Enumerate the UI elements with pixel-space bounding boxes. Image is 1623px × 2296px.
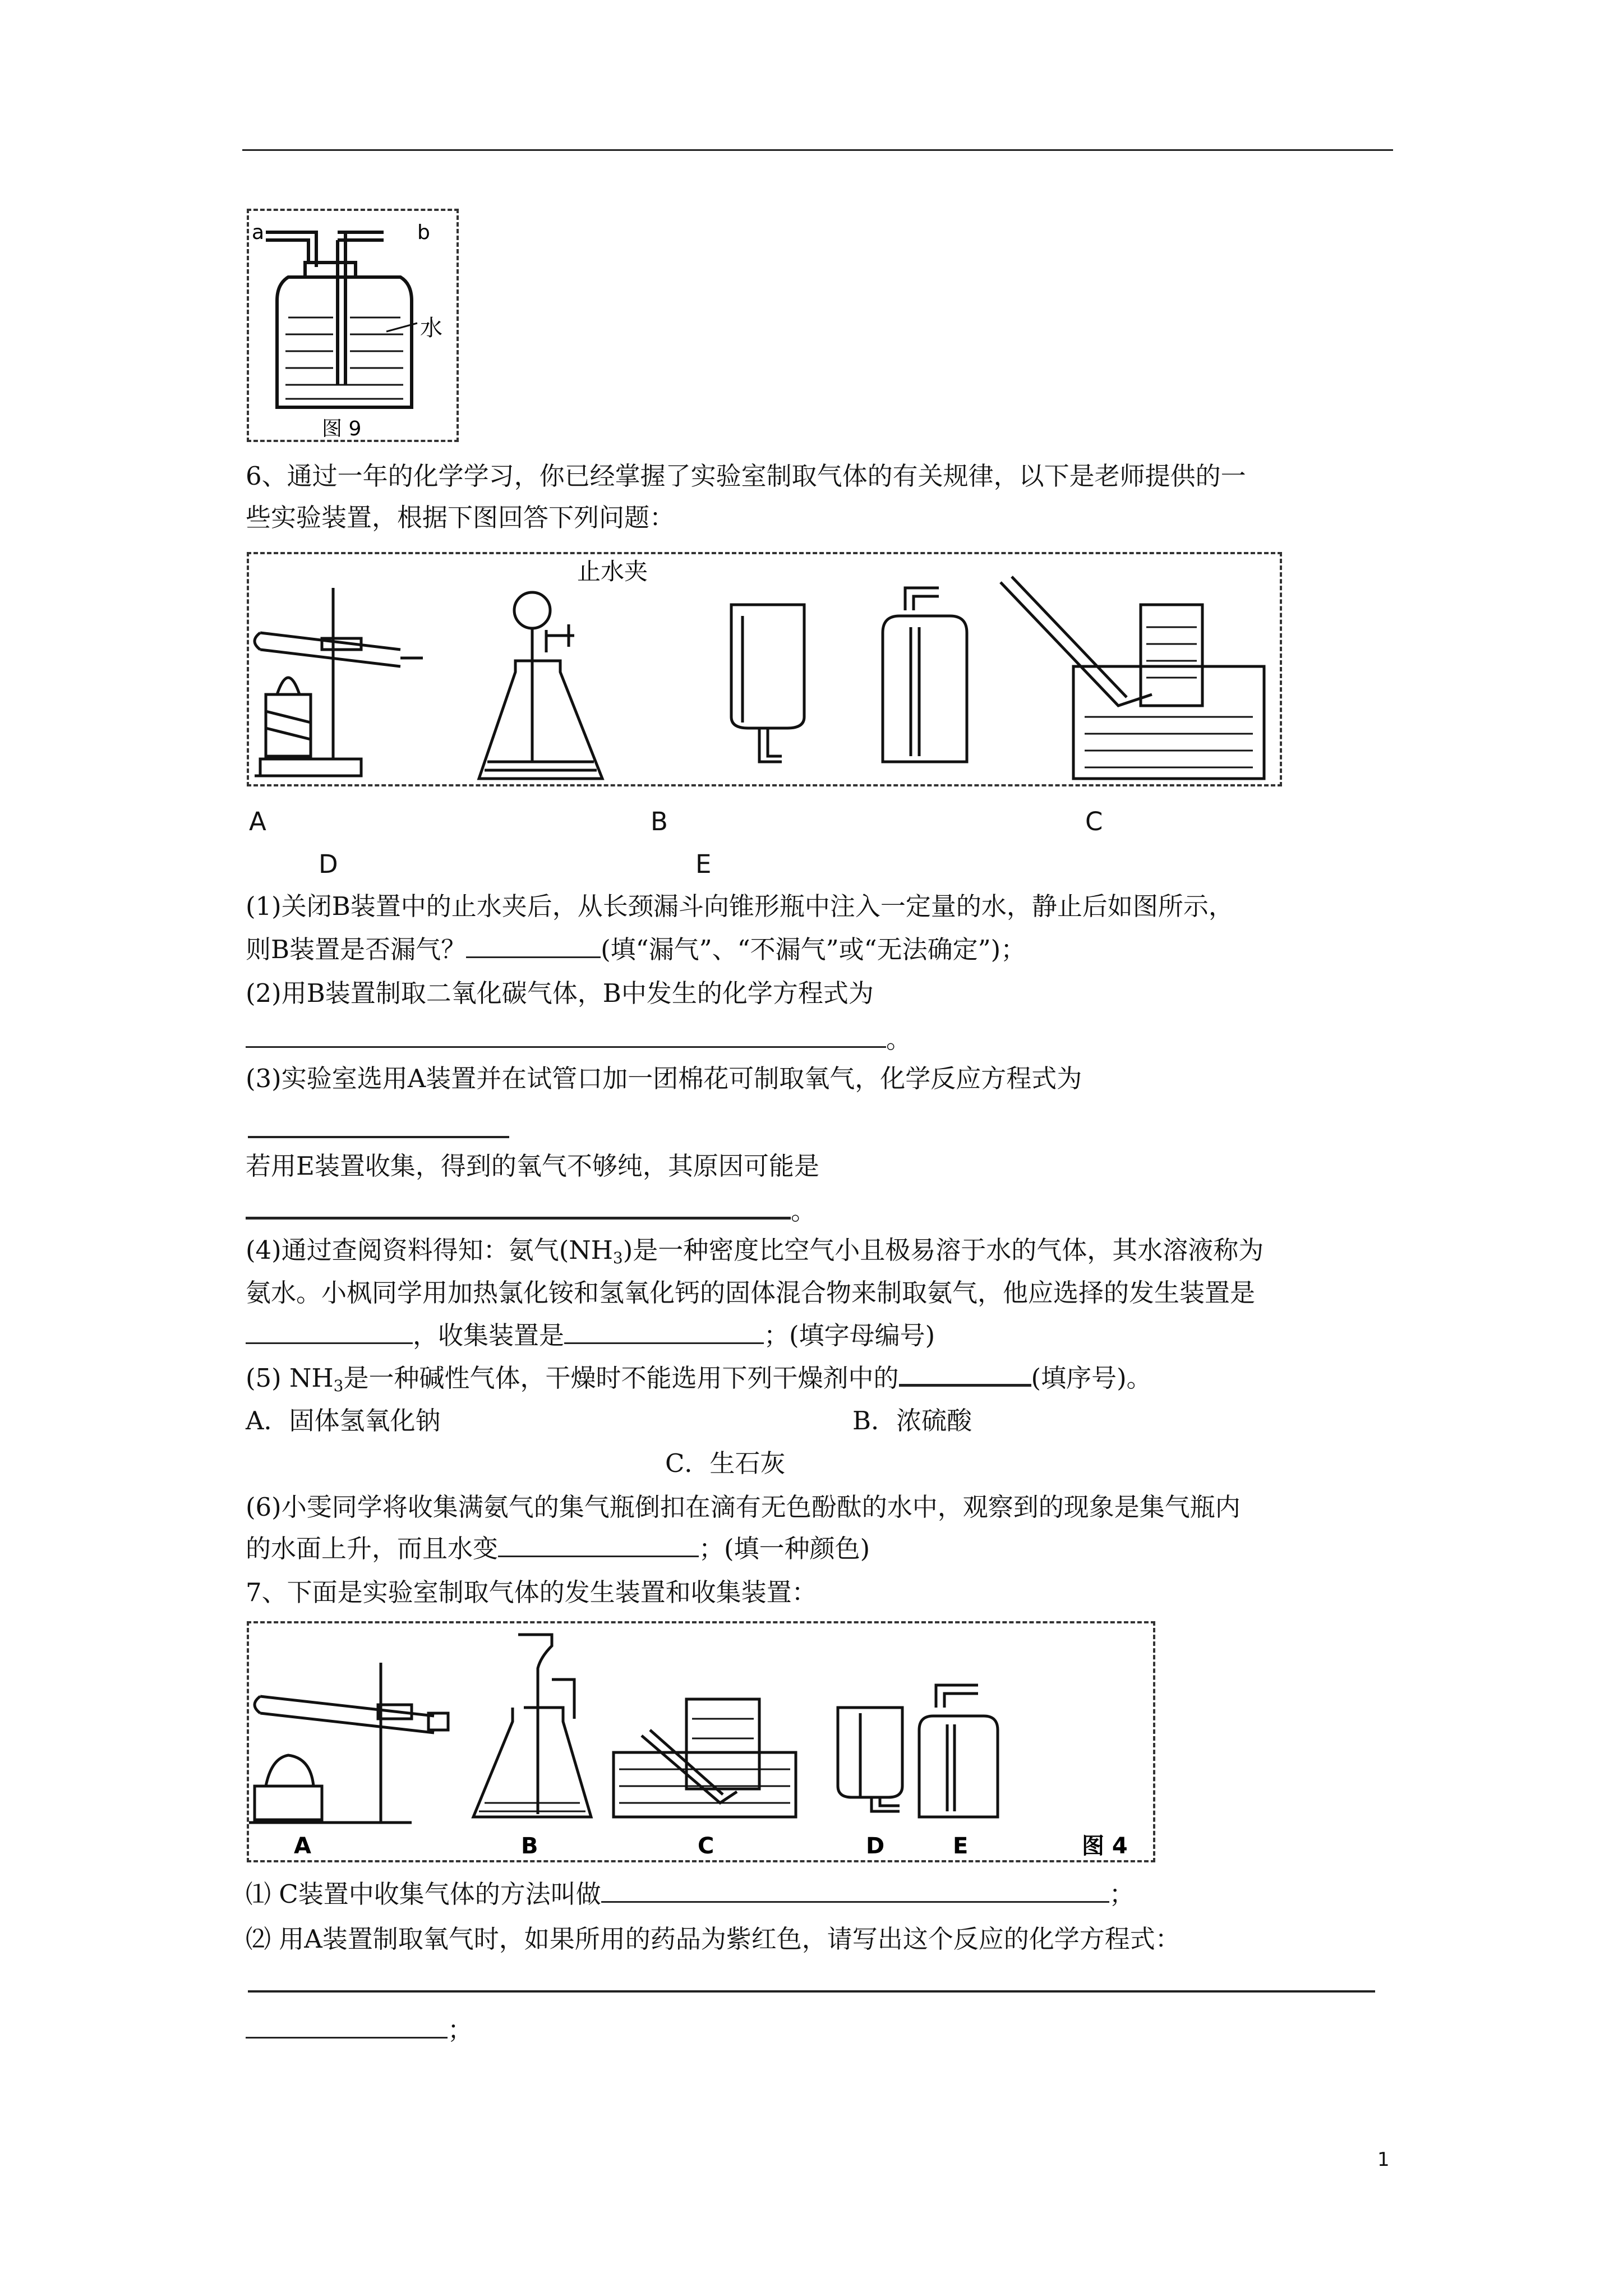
fig9-label-a: a (252, 221, 265, 244)
q7-part1-end: ； (1109, 1879, 1135, 1909)
q7-fig-caption: 图 4 (1082, 1833, 1128, 1859)
page-number: 1 (1377, 2148, 1390, 2171)
q6-part2-line2 (246, 1021, 911, 1058)
gas-washing-bottle-diagram (249, 211, 461, 444)
q7-label-a: A (294, 1833, 311, 1859)
q6-part1-line2 (246, 931, 1026, 968)
q7-part2-answer-blank[interactable] (246, 2014, 448, 2039)
figure-9 (247, 209, 459, 442)
q7-label-b: B (521, 1833, 538, 1859)
q6-option-b: B．浓硫酸 (852, 1406, 972, 1435)
fig9-label-b: b (417, 221, 430, 244)
q6-apparatus-drawing (249, 554, 1284, 789)
q6-part2-line1: (2)用B装置制取二氧化碳气体，B中发生的化学方程式为 (246, 978, 874, 1008)
q6-part6-line2 (246, 1530, 870, 1567)
q6-intro-line2: 些实验装置，根据下图回答下列问题： (246, 503, 675, 532)
q6-part4-line1 (246, 1232, 1264, 1269)
q6-part6-hint: ；(填一种颜色) (699, 1534, 870, 1563)
q7-part2-end: ； (448, 2015, 473, 2045)
q6-label-c: C (1085, 807, 1103, 836)
q6-part5-line1 (246, 1360, 1152, 1397)
q6-part4-line2: 氨水。小枫同学用加热氯化铵和氢氧化钙的固体混合物来制取氨气，他应选择的发生装置是 (246, 1278, 1256, 1308)
q7-intro: 7、下面是实验室制取气体的发生装置和收集装置： (246, 1577, 817, 1607)
q6-part1-prompt: 则B装置是否漏气？ (246, 935, 467, 964)
q7-part2-line3 (246, 2012, 473, 2049)
q6-part5-subscript: 3 (333, 1377, 344, 1395)
q6-part3-line4 (246, 1193, 816, 1230)
q7-part2-line: ⑵ 用A装置制取氧气时，如果所用的药品为紫红色，请写出这个反应的化学方程式： (246, 1924, 1181, 1954)
fig9-caption: 图 9 (322, 417, 362, 440)
q6-part4-collector-blank[interactable] (564, 1320, 764, 1344)
q6-part2-answer-blank[interactable] (246, 1024, 886, 1048)
q6-part4-hint: ；(填字母编号) (764, 1320, 935, 1350)
fig9-label-water: 水 (420, 315, 442, 341)
q7-apparatus-drawing (249, 1623, 1158, 1865)
q7-label-d: D (866, 1833, 885, 1859)
clamp-label: 止水夹 (577, 558, 648, 585)
q6-part6-line1: (6)小雯同学将收集满氨气的集气瓶倒扣在滴有无色酚酞的水中，观察到的现象是集气瓶内 (246, 1492, 1241, 1522)
q6-label-e: E (695, 849, 712, 879)
q7-part1-answer-blank[interactable] (601, 1879, 1109, 1903)
q6-intro-line1: 6、通过一年的化学学习，你已经掌握了实验室制取气体的有关规律，以下是老师提供的一 (246, 461, 1246, 491)
q6-part5-text-a: (5) NH (246, 1363, 334, 1393)
q6-label-b: B (651, 807, 668, 836)
header-rule (242, 149, 1393, 151)
q6-part4-text-b: )是一种密度比空气小且极易溶于水的气体，其水溶液称为 (623, 1235, 1264, 1265)
q6-option-a: A．固体氢氧化钠 (246, 1406, 441, 1435)
q6-part6-prompt: 的水面上升，而且水变 (246, 1534, 499, 1563)
q6-part3-answer-blank[interactable] (248, 1136, 509, 1138)
q6-part4-text-a: (4)通过查阅资料得知：氨气(NH (246, 1235, 613, 1265)
q6-part5-text-b: 是一种碱性气体，干燥时不能选用下列干燥剂中的 (343, 1363, 899, 1393)
q6-part4-subscript: 3 (612, 1249, 623, 1267)
q6-part3-reason-blank[interactable] (246, 1194, 791, 1220)
q6-part1-hint: (填“漏气”、“不漏气”或“无法确定”)； (601, 935, 1026, 964)
q7-part1-prompt: ⑴ C装置中收集气体的方法叫做 (246, 1879, 601, 1909)
q6-part2-end: 。 (886, 1024, 912, 1054)
q6-label-a: A (249, 807, 266, 836)
q6-part4-generator-blank[interactable] (246, 1320, 413, 1344)
q6-part3-line1: (3)实验室选用A装置并在试管口加一团棉花可制取氧气，化学反应方程式为 (246, 1064, 1082, 1093)
q6-apparatus-figure (247, 552, 1282, 786)
q6-part4-collector-prompt: ，收集装置是 (413, 1320, 565, 1350)
q6-part5-answer-blank[interactable] (899, 1361, 1031, 1387)
q6-part1-answer-blank[interactable] (466, 934, 601, 958)
q6-part3-line3: 若用E装置收集，得到的氧气不够纯，其原因可能是 (246, 1151, 819, 1181)
q6-part6-answer-blank[interactable] (498, 1533, 699, 1557)
q7-part1-line (246, 1876, 1135, 1913)
q6-label-d: D (319, 849, 338, 879)
q7-apparatus-figure (247, 1621, 1155, 1862)
q6-part3-end: 。 (791, 1196, 817, 1226)
q7-label-c: C (698, 1833, 714, 1859)
q6-part4-line3 (246, 1317, 935, 1354)
q6-part1-line1: (1)关闭B装置中的止水夹后，从长颈漏斗向锥形瓶中注入一定量的水，静止后如图所示， (246, 891, 1234, 921)
q7-part2-answer-line1[interactable] (248, 1990, 1375, 1993)
q6-part5-hint: (填序号)。 (1031, 1363, 1152, 1393)
q7-label-e: E (953, 1833, 969, 1859)
q6-option-c: C．生石灰 (665, 1448, 786, 1478)
